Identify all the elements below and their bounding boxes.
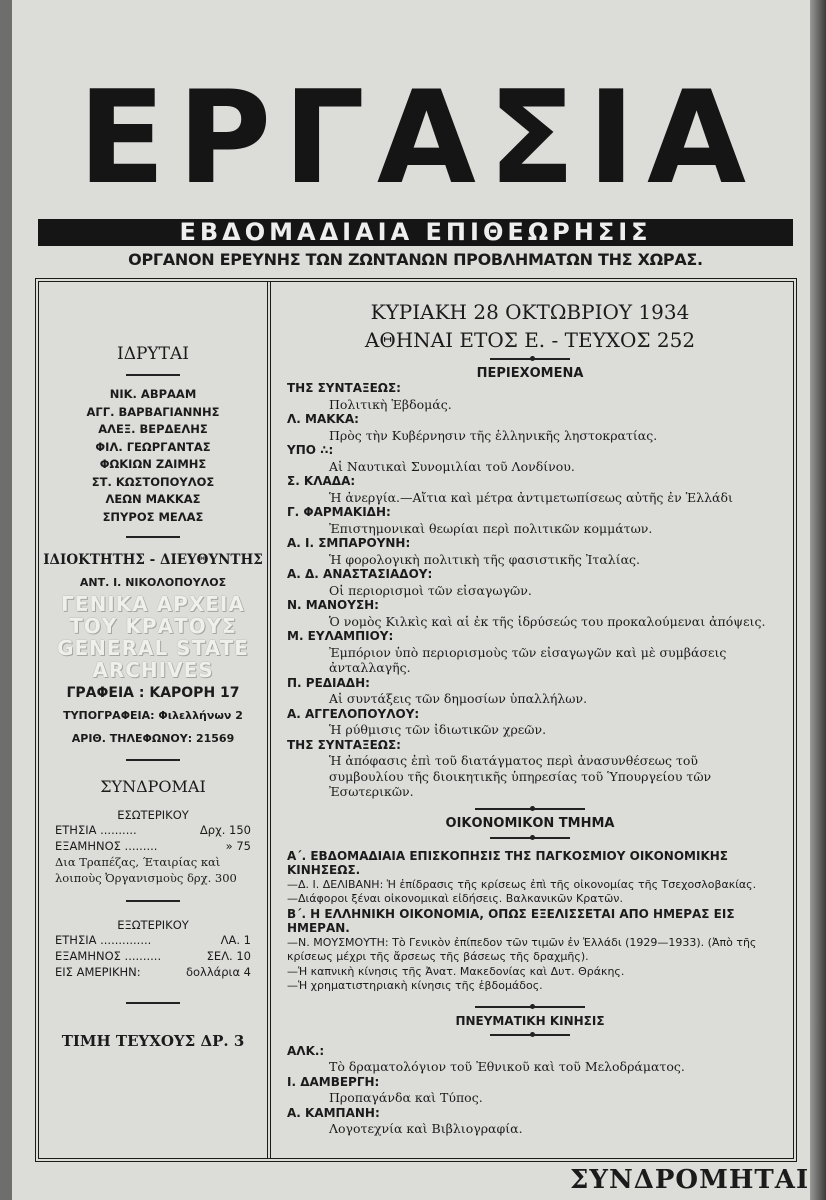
article-author: Α. Ι. ΣΜΠΑΡΟΥΝΗ: xyxy=(287,536,411,550)
issue-number: ΑΘΗΝΑΙ ΕΤΟΣ Ε. - ΤΕΥΧΟΣ 252 xyxy=(364,328,696,352)
subscriptions-heading: ΣΥΝΔΡΟΜΑΙ xyxy=(100,777,206,796)
article-author: Π. ΡΕΔΙΑΔΗ: xyxy=(287,675,370,690)
institutions-note: Δια Τραπέζας, Έταιρίας καὶ λοιποὺς Ὀργανισμοὺς δρχ. 300 xyxy=(55,855,237,885)
masthead-band: ΕΒΔΟΜΑΔΙΑΙΑ ΕΠΙΘΕΩΡΗΣΙΣ xyxy=(38,219,793,246)
economic-item: —Ν. ΜΟΥΣΜΟΥΤΗ: Τὸ Γενικὸν ἐπίπεδον τῶν τιμῶν ἐν Ἑλλάδι (1929—1933). (Ἀπὸ τῆς κρίσεως μέχρι τῆς ἄρσεως τῆς βάσεως τῆς δραχμῆς). xyxy=(287,935,757,963)
contents-item xyxy=(287,676,773,707)
spiritual-heading: ΠΝΕΥΜΑΤΙΚΗ ΚΙΝΗΣΙΣ xyxy=(455,1013,605,1028)
page-edge-right xyxy=(810,0,826,1200)
article-author: ΑΛΚ.: xyxy=(287,1043,325,1058)
masthead-subtitle: ΟΡΓΑΝΟΝ ΕΡΕΥΝΗΣ ΤΩΝ ΖΩΝΤΑΝΩΝ ΠΡΟΒΛΗΜΑΤΩΝ ΤΗΣ ΧΩΡΑΣ. xyxy=(128,250,703,269)
article-title: Οἱ περιορισμοὶ τῶν εἰσαγωγῶν. xyxy=(329,582,532,598)
divider xyxy=(126,1002,180,1004)
watermark xyxy=(45,593,261,681)
divider xyxy=(490,358,570,360)
founder-name: ΝΙΚ. ΑΒΡΑΑΜ xyxy=(109,387,197,401)
contents-item xyxy=(287,412,773,443)
offices: ΓΡΑΦΕΙΑ : ΚΑΡΟΡΗ 17 xyxy=(66,685,240,701)
masthead-title: ΕΡΓΑΣΙΑ xyxy=(78,64,758,213)
divider xyxy=(475,808,585,810)
footer-subscribers: ΣΥΝΔΡΟΜΗΤΑΙ xyxy=(570,1165,810,1195)
left-column xyxy=(39,282,271,1158)
price-label: ΕΤΗΣΙΑ .............. xyxy=(55,933,152,947)
economic-list xyxy=(287,849,773,994)
article-title: Πολιτικὴ Ἑβδομάς. xyxy=(329,396,452,412)
article-title: Προπαγάνδα καὶ Τύπος. xyxy=(329,1090,483,1105)
price-label: ΕΙΣ ΑΜΕΡΙΚΗΝ: xyxy=(55,965,141,979)
issue-date: ΚΥΡΙΑΚΗ 28 ΟΚΤΩΒΡΙΟΥ 1934 xyxy=(370,300,690,324)
printing-address: ΤΥΠΟΓΡΑΦΕΙΑ: Φιλελλήνων 2 xyxy=(63,709,243,722)
domestic-prices xyxy=(39,822,267,854)
founder-name: ΛΕΩΝ ΜΑΚΚΑΣ xyxy=(105,492,201,506)
foreign-prices xyxy=(39,932,267,980)
price-value: ΛΑ. 1 xyxy=(220,933,251,947)
divider xyxy=(126,759,180,761)
divider xyxy=(126,536,180,538)
divider xyxy=(490,1034,570,1036)
article-title: Ἡ ἀπόφασις ἐπὶ τοῦ διατάγματος περὶ ἀνασυνθέσεως τοῦ συμβουλίου τῆς διοικητικῆς ὑπηρεσίας τοῦ Ὑπουργείου τῶν Ἐσωτερικῶν. xyxy=(329,753,712,799)
price-value: δολλάρια 4 xyxy=(185,965,251,979)
price-label: ΕΤΗΣΙΑ .......... xyxy=(55,823,137,837)
owner-name: ΑΝΤ. Ι. ΝΙΚΟΛΟΠΟΥΛΟΣ xyxy=(79,576,227,589)
watermark-english: GENERAL STATE ARCHIVES xyxy=(57,636,249,682)
economic-item: —Δ. Ι. ΔΕΛΙΒΑΝΗ: Ἡ ἐπίδρασις τῆς κρίσεως ἐπὶ τῆς οἰκονομίας τῆς Τσεχοσλοβακίας. xyxy=(287,877,757,891)
article-author: Γ. ΦΑΡΜΑΚΙΔΗ: xyxy=(287,505,391,519)
price-row xyxy=(55,932,251,948)
contents-item xyxy=(287,629,773,676)
article-title: Ὁ νομὸς Κιλκὶς καὶ αἱ ἐκ τῆς ἱδρύσεώς του προκαλούμεναι ἀπόψεις. xyxy=(329,613,766,629)
economic-item: Β΄. Η ΕΛΛΗΝΙΚΗ ΟΙΚΟΝΟΜΙΑ, ΟΠΩΣ ΕΞΕΛΙΣΣΕΤΑΙ ΑΠΟ ΗΜΕΡΑΣ ΕΙΣ ΗΜΕΡΑΝ. xyxy=(287,906,735,935)
economic-heading: ΟΙΚΟΝΟΜΙΚΟΝ ΤΜΗΜΑ xyxy=(445,815,615,831)
article-title: Αἱ Ναυτικαὶ Συνομιλίαι τοῦ Λονδίνου. xyxy=(329,458,575,474)
article-author: ΤΗΣ ΣΥΝΤΑΞΕΩΣ: xyxy=(287,737,401,752)
owner-heading: ΙΔΙΟΚΤΗΤΗΣ - ΔΙΕΥΘΥΝΤΗΣ xyxy=(43,552,263,568)
article-title: Πρὸς τὴν Κυβέρνησιν τῆς ἑλληνικῆς ληστοκρατίας. xyxy=(329,427,658,443)
contents-item xyxy=(287,1044,773,1075)
contents-item xyxy=(287,1075,773,1106)
divider xyxy=(126,374,180,376)
price-label: ΕΞΑΜΗΝΟΣ .......... xyxy=(55,949,162,963)
founder-name: ΦΙΛ. ΓΕΩΡΓΑΝΤΑΣ xyxy=(95,439,211,454)
article-title: Λογοτεχνία καὶ Βιβλιογραφία. xyxy=(329,1121,523,1136)
article-title: Ἡ ἀνεργία.—Αἴτια καὶ μέτρα ἀντιμετωπίσεως αὐτῆς ἐν Ἑλλάδι xyxy=(329,489,733,505)
article-author: Α. ΚΑΜΠΑΝΗ: xyxy=(287,1105,380,1120)
article-author: Ν. ΜΑΝΟΥΣΗ: xyxy=(287,598,379,612)
economic-item: —Ἡ χρηματιστηριακὴ κίνησις τῆς ἑβδομάδος. xyxy=(287,979,543,992)
economic-item: —Ἡ καπνικὴ κίνησις τῆς Ἀνατ. Μακεδονίας καὶ Δυτ. Θράκης. xyxy=(287,964,625,978)
founder-name: ΣΤ. ΚΩΣΤΟΠΟΥΛΟΣ xyxy=(91,474,215,489)
founder-name: ΑΛΕΞ. ΒΕΡΔΕΛΗΣ xyxy=(98,422,208,436)
contents-item xyxy=(287,707,773,738)
article-title: Ἐπιστημονικαὶ θεωρίαι περὶ πολιτικῶν κομμάτων. xyxy=(329,520,653,536)
article-title: Ἐμπόριον ὑπὸ περιορισμοὺς τῶν εἰσαγωγῶν καὶ μὲ συμβάσεις ἀνταλλαγῆς. xyxy=(329,644,727,675)
article-author: ΥΠΟ ∴: xyxy=(287,443,334,457)
price-row xyxy=(55,964,251,980)
article-author: Μ. ΕΥΛΑΜΠΙΟΥ: xyxy=(287,629,394,643)
price-label: ΕΞΑΜΗΝΟΣ ......... xyxy=(55,839,158,853)
founders-heading: ΙΔΡΥΤΑΙ xyxy=(117,344,189,364)
article-title: Ἡ φορολογικὴ πολιτικὴ τῆς φασιστικῆς Ἰταλίας. xyxy=(329,551,641,567)
contents-item xyxy=(287,598,773,629)
contents-item xyxy=(287,381,773,412)
contents-item xyxy=(287,505,773,536)
economic-item: Α΄. ΕΒΔΟΜΑΔΙΑΙΑ ΕΠΙΣΚΟΠΗΣΙΣ ΤΗΣ ΠΑΓΚΟΣΜΙΟΥ ΟΙΚΟΝΟΜΙΚΗΣ ΚΙΝΗΣΕΩΣ. xyxy=(287,848,728,877)
divider xyxy=(490,837,570,839)
price-value: » 75 xyxy=(225,839,251,853)
contents-list xyxy=(287,381,773,800)
price-value: ΣΕΛ. 10 xyxy=(206,949,251,963)
price-value: Δρχ. 150 xyxy=(199,823,251,837)
contents-item xyxy=(287,738,773,800)
content-frame xyxy=(35,278,797,1162)
price-row xyxy=(55,838,251,854)
founder-name: ΦΩΚΙΩΝ ΖΑΙΜΗΣ xyxy=(99,457,207,471)
article-title: Τὸ δραματολόγιον τοῦ Ἐθνικοῦ καὶ τοῦ Μελοδράματος. xyxy=(329,1059,685,1074)
contents-heading: ΠΕΡΙΕΧΟΜΕΝΑ xyxy=(476,366,584,381)
article-author: Ι. ΔΑΜΒΕΡΓΗ: xyxy=(287,1074,380,1089)
contents-item xyxy=(287,474,773,505)
founder-name: ΣΠΥΡΟΣ ΜΕΛΑΣ xyxy=(102,509,204,524)
price-row xyxy=(55,948,251,964)
article-author: Α. ΑΓΓΕΛΟΠΟΥΛΟΥ: xyxy=(287,706,420,721)
divider xyxy=(475,1006,585,1008)
right-column xyxy=(275,282,793,1158)
article-title: Αἱ συντάξεις τῶν δημοσίων ὑπαλλήλων. xyxy=(329,691,588,706)
article-author: Λ. ΜΑΚΚΑ: xyxy=(287,412,359,426)
article-author: ΤΗΣ ΣΥΝΤΑΞΕΩΣ: xyxy=(287,381,401,395)
founder-name: ΑΓΓ. ΒΑΡΒΑΓΙΑΝΝΗΣ xyxy=(86,404,220,419)
contents-item xyxy=(287,1106,773,1137)
watermark-greek: ΓΕΝΙΚΑ ΑΡΧΕΙΑ ΤΟΥ ΚΡΑΤΟΥΣ xyxy=(61,592,245,638)
phone-number: ΑΡΙΘ. ΤΗΛΕΦΩΝΟΥ: 21569 xyxy=(71,732,235,745)
contents-item xyxy=(287,536,773,567)
foreign-heading: ΕΞΩΤΕΡΙΚΟΥ xyxy=(117,918,189,932)
article-author: Σ. ΚΛΑΔΑ: xyxy=(287,474,356,488)
article-author: Α. Δ. ΑΝΑΣΤΑΣΙΑΔΟΥ: xyxy=(287,567,433,581)
contents-item xyxy=(287,567,773,598)
domestic-heading: ΕΣΩΤΕΡΙΚΟΥ xyxy=(117,808,189,822)
divider xyxy=(126,900,180,902)
page-edge-left xyxy=(0,0,12,1200)
price-row xyxy=(55,822,251,838)
spiritual-list xyxy=(287,1044,773,1137)
economic-item: —Διάφοροι ξέναι οἰκονομικαὶ εἰδήσεις. Βαλκανικῶν Κρατῶν. xyxy=(287,892,623,905)
founders-list xyxy=(39,386,267,526)
article-title: Ἡ ρύθμισις τῶν ἰδιωτικῶν χρεῶν. xyxy=(329,722,547,737)
issue-price: ΤΙΜΗ ΤΕΥΧΟΥΣ ΔΡ. 3 xyxy=(61,1032,245,1050)
contents-item xyxy=(287,443,773,474)
